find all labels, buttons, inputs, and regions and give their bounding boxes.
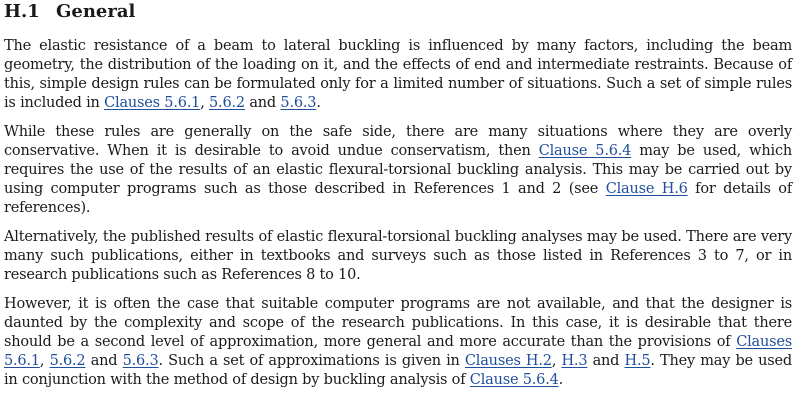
paragraph-text: for details of references). xyxy=(4,181,792,216)
paragraph-text: . Such a set of approximations is given in xyxy=(158,353,465,369)
clause-link-h-5[interactable]: H.5 xyxy=(624,353,651,369)
section-title: General xyxy=(56,1,136,22)
paragraph-text: . xyxy=(316,95,321,111)
section-number: H.1 xyxy=(4,1,40,22)
paragraph-text: , xyxy=(200,95,210,111)
paragraph-2 xyxy=(4,123,792,218)
paragraph-text: , xyxy=(39,353,50,369)
paragraph-text: may be used, which requires the use of the results of an elastic flexural-torsional buckling analysis. This may be carried out by using computer programs such as those described in References 1 and 2 (see xyxy=(4,143,793,197)
paragraph-text: . They may be used in conjunction with the method of design by buckling analysis of xyxy=(4,353,793,388)
clause-link-5-6-2[interactable]: 5.6.2 xyxy=(49,353,86,369)
clause-link-5-6-3[interactable]: 5.6.3 xyxy=(122,353,159,369)
paragraph-text: Alternatively, the published results of elastic flexural-torsional buckling analyses may be used. There are very many such publications, either in textbooks and surveys such as those listed in References 3 to 7, or in research publications such as References 8 to 10. xyxy=(4,229,792,283)
clause-link-h-6[interactable]: Clause H.6 xyxy=(605,181,688,197)
paragraph-4 xyxy=(4,295,792,390)
paragraph-text: . xyxy=(558,372,564,388)
paragraph-text: and xyxy=(587,353,625,369)
paragraph-text: However, it is often the case that suitable computer programs are not available, and that the designer is daunted by the complexity and scope of the research publications. In this case, it is desirable that there should be a second level of approximation, more general and more accurate than the provisions of xyxy=(4,296,792,350)
paragraph-1 xyxy=(4,37,792,113)
section-heading xyxy=(4,0,792,25)
clause-link-5-6-2[interactable]: 5.6.2 xyxy=(209,95,245,111)
paragraph-text: and xyxy=(85,353,123,369)
clause-link-h-2[interactable]: Clauses H.2 xyxy=(464,353,552,369)
clause-link-h-3[interactable]: H.3 xyxy=(561,353,588,369)
paragraph-text: , xyxy=(551,353,562,369)
paragraph-text: and xyxy=(244,95,281,111)
clause-link-5-6-4[interactable]: Clause 5.6.4 xyxy=(538,143,632,159)
clause-link-5-6-3[interactable]: 5.6.3 xyxy=(280,95,317,111)
clause-link-5-6-4[interactable]: Clause 5.6.4 xyxy=(469,372,559,388)
paragraph-3 xyxy=(4,228,792,285)
paragraph-text: While these rules are generally on the safe side, there are many situations where they are overly conservative. When it is desirable to avoid undue conservatism, then xyxy=(4,124,792,159)
clause-link-5-6-1[interactable]: Clauses 5.6.1 xyxy=(104,95,201,111)
clause-link-5-6-1[interactable]: Clauses 5.6.1 xyxy=(4,334,792,369)
paragraph-text: The elastic resistance of a beam to lateral buckling is influenced by many factors, including the beam geometry, the distribution of the loading on it, and the effects of end and intermediate restraints. Because of this, simple design rules can be formulated only for a limited number of situations. Such a set of simple rules is included in xyxy=(4,38,792,111)
